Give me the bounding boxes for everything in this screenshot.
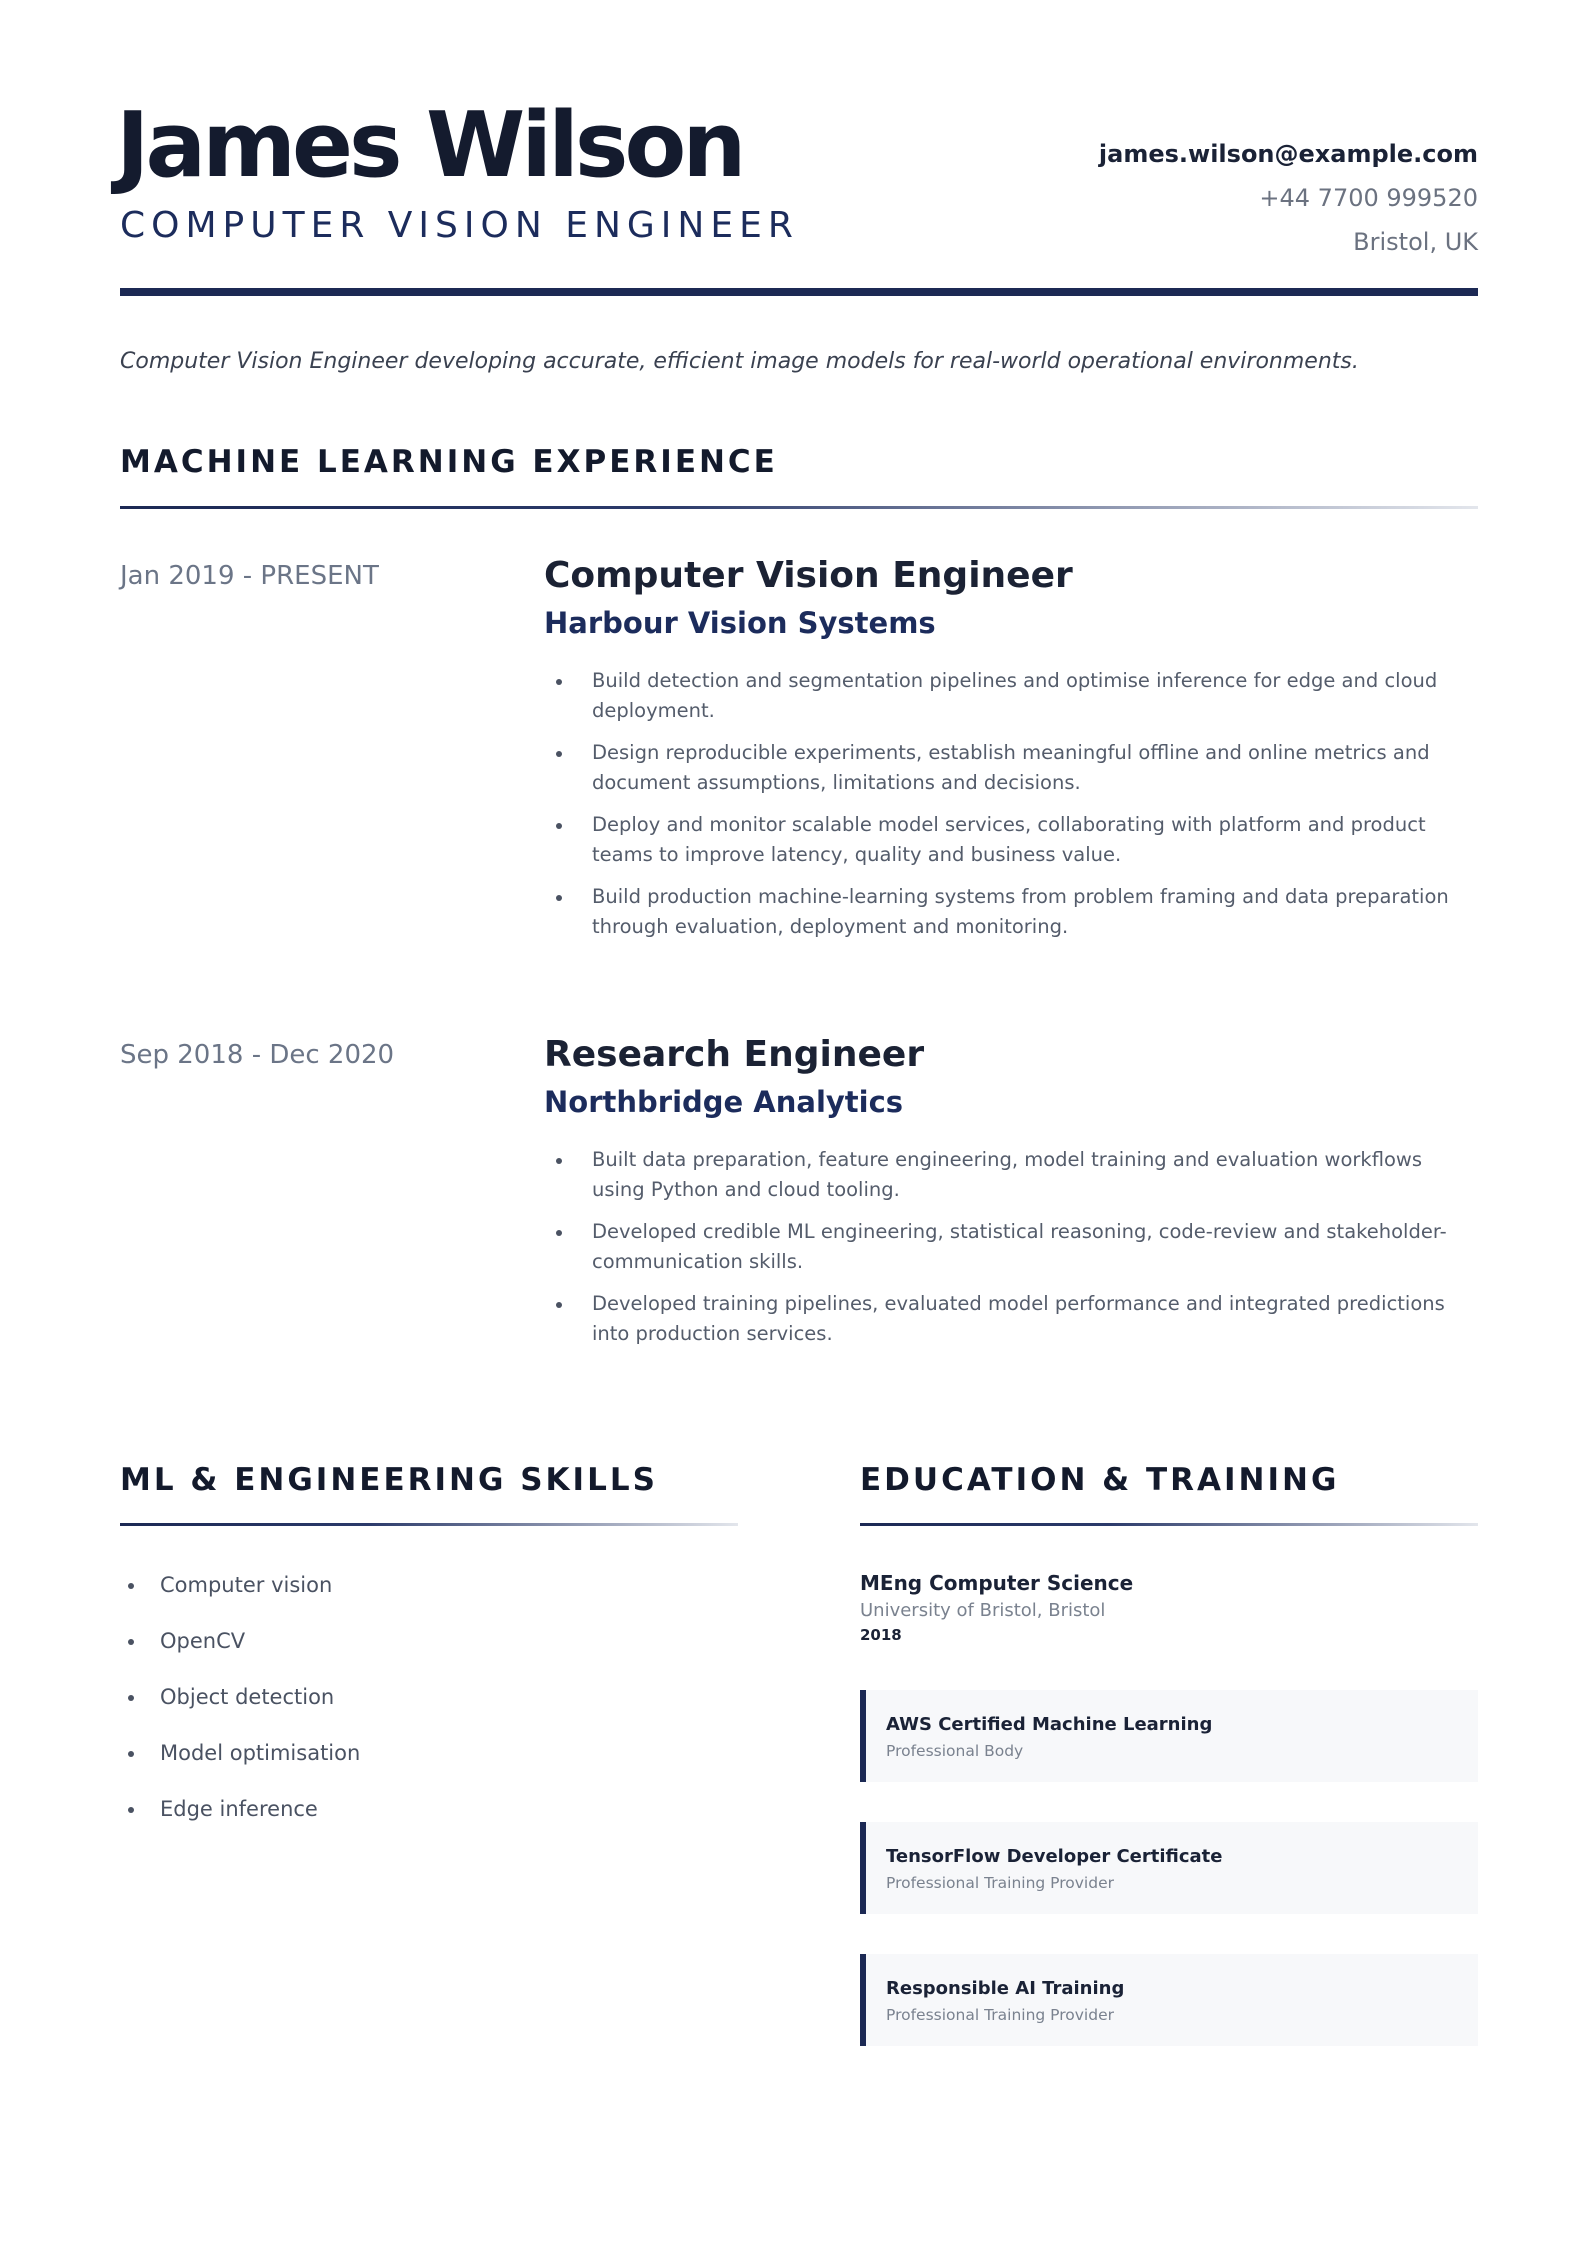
bullet-dot-icon	[556, 679, 562, 685]
job-bullet-text: Developed credible ML engineering, statistical reasoning, code-review and stakeholder-communication skills.	[592, 1220, 1447, 1273]
bullet-dot-icon	[128, 1583, 134, 1589]
skills-divider	[120, 1523, 738, 1526]
skill-label: Model optimisation	[160, 1741, 361, 1765]
job-bullet	[544, 1289, 1478, 1349]
bullet-dot-icon	[556, 1230, 562, 1236]
bullet-dot-icon	[556, 1302, 562, 1308]
certification-card	[860, 1954, 1478, 2046]
job-bullet-text: Build production machine-learning systems from problem framing and data preparation through evaluation, deployment and monitoring.	[592, 885, 1449, 938]
job-bullet-text: Built data preparation, feature engineering, model training and evaluation workflows using Python and cloud tooling.	[592, 1148, 1423, 1201]
job-dates: Sep 2018 - Dec 2020	[120, 1040, 395, 1070]
job-details	[544, 1035, 1478, 1361]
skill-item	[120, 1738, 360, 1794]
bullet-dot-icon	[556, 1158, 562, 1164]
contact-block	[1099, 132, 1478, 264]
job-bullet	[544, 810, 1478, 870]
certification-issuer: Professional Training Provider	[886, 2006, 1114, 2024]
job-bullet	[544, 1145, 1478, 1205]
certification-name: Responsible AI Training	[886, 1978, 1125, 1999]
profile-summary: Computer Vision Engineer developing accurate, efficient image models for real-world operational environments.	[120, 349, 1359, 374]
job-bullet-text: Build detection and segmentation pipelines and optimise inference for edge and cloud deployment.	[592, 669, 1438, 722]
certification-card	[860, 1690, 1478, 1782]
skills-list	[120, 1570, 360, 1850]
degree-school: University of Bristol, Bristol	[860, 1600, 1106, 1621]
bullet-dot-icon	[556, 823, 562, 829]
skill-label: OpenCV	[160, 1629, 246, 1653]
certification-name: TensorFlow Developer Certificate	[886, 1846, 1223, 1867]
skills-heading: ML & ENGINEERING SKILLS	[120, 1462, 658, 1498]
contact-location: Bristol, UK	[1353, 228, 1478, 256]
job-role: Computer Vision Engineer	[544, 555, 1073, 596]
job-bullet-text: Design reproducible experiments, establish meaningful offline and online metrics and document assumptions, limitations and decisions.	[592, 741, 1430, 794]
job-details	[544, 556, 1478, 954]
bullet-dot-icon	[128, 1695, 134, 1701]
contact-phone[interactable]: +44 7700 999520	[1259, 184, 1478, 212]
education-heading: EDUCATION & TRAINING	[860, 1462, 1340, 1498]
job-bullet	[544, 1217, 1478, 1277]
certification-card	[860, 1822, 1478, 1914]
degree-name: MEng Computer Science	[860, 1571, 1134, 1595]
job-bullet	[544, 882, 1478, 942]
candidate-title: COMPUTER VISION ENGINEER	[120, 205, 799, 246]
education-divider	[860, 1523, 1478, 1526]
bullet-dot-icon	[128, 1639, 134, 1645]
candidate-name: James Wilson	[116, 93, 743, 198]
skill-label: Computer vision	[160, 1573, 333, 1597]
job-company: Northbridge Analytics	[544, 1085, 904, 1119]
skill-item	[120, 1682, 360, 1738]
bullet-dot-icon	[556, 895, 562, 901]
certification-issuer: Professional Training Provider	[886, 1874, 1114, 1892]
job-bullet-list	[544, 666, 1478, 942]
header-divider	[120, 288, 1478, 296]
job-bullet-text: Developed training pipelines, evaluated model performance and integrated predictions into production services.	[592, 1292, 1445, 1345]
bullet-dot-icon	[128, 1807, 134, 1813]
skill-label: Edge inference	[160, 1797, 318, 1821]
job-bullet-list	[544, 1145, 1478, 1349]
certification-name: AWS Certified Machine Learning	[886, 1714, 1213, 1735]
bullet-dot-icon	[556, 751, 562, 757]
job-bullet	[544, 666, 1478, 726]
skill-item	[120, 1570, 360, 1626]
resume-header	[116, 93, 1478, 296]
skill-item	[120, 1626, 360, 1682]
degree-year: 2018	[860, 1626, 902, 1644]
job-bullet	[544, 738, 1478, 798]
certification-issuer: Professional Body	[886, 1742, 1024, 1760]
job-bullet-text: Deploy and monitor scalable model services, collaborating with platform and product teams to improve latency, quality and business value.	[592, 813, 1426, 866]
bullet-dot-icon	[128, 1751, 134, 1757]
job-role: Research Engineer	[544, 1034, 925, 1075]
job-company: Harbour Vision Systems	[544, 606, 936, 640]
degree-entry	[860, 1568, 1478, 1646]
skill-label: Object detection	[160, 1685, 335, 1709]
job-dates: Jan 2019 - PRESENT	[120, 561, 379, 591]
skill-item	[120, 1794, 360, 1850]
contact-email[interactable]: james.wilson@example.com	[1098, 140, 1478, 168]
experience-heading: MACHINE LEARNING EXPERIENCE	[120, 444, 778, 480]
experience-divider	[120, 506, 1478, 509]
